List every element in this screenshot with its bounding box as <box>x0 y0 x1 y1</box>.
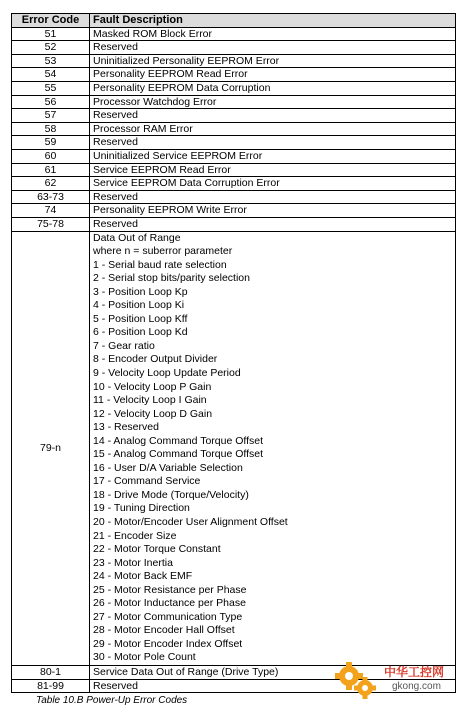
error-code-cell: 60 <box>12 149 90 163</box>
subcode-line: 28 - Motor Encoder Hall Offset <box>93 624 235 637</box>
table-row <box>12 149 456 163</box>
subcode-line: 13 - Reserved <box>93 421 159 434</box>
table-row <box>12 190 456 204</box>
subcode-line: 7 - Gear ratio <box>93 339 155 352</box>
subcode-section <box>12 231 456 666</box>
fault-description-cell: Personality EEPROM Read Error <box>90 68 456 82</box>
table-row <box>12 41 456 55</box>
table-caption: Table 10.B Power-Up Error Codes <box>36 695 188 706</box>
fault-description-cell: Masked ROM Block Error <box>90 27 456 41</box>
fault-description-cell: Reserved <box>90 136 456 150</box>
subcode-line: 23 - Motor Inertia <box>93 556 173 569</box>
watermark-url-text: gkong.com <box>392 681 441 692</box>
table-row <box>12 177 456 191</box>
error-code-cell: 80-1 <box>12 666 90 680</box>
subcode-line: 19 - Tuning Direction <box>93 502 190 515</box>
fault-description-cell: Personality EEPROM Write Error <box>90 204 456 218</box>
error-code-cell: 51 <box>12 27 90 41</box>
error-code-cell: 75-78 <box>12 217 90 231</box>
table-row <box>12 54 456 68</box>
subcode-line: 21 - Encoder Size <box>93 529 177 542</box>
subcode-line: 8 - Encoder Output Divider <box>93 353 218 366</box>
fault-description-cell: Service EEPROM Read Error <box>90 163 456 177</box>
subcode-line: 6 - Position Loop Kd <box>93 326 188 339</box>
fault-description-cell: Reserved <box>90 190 456 204</box>
error-code-table <box>11 13 456 693</box>
table-row <box>12 109 456 123</box>
error-code-cell: 58 <box>12 122 90 136</box>
error-code-cell: 57 <box>12 109 90 123</box>
subcode-intro-line: where n = suberror parameter <box>93 245 233 258</box>
subcode-line: 30 - Motor Pole Count <box>93 651 196 664</box>
subcode-line: 12 - Velocity Loop D Gain <box>93 407 213 420</box>
subcode-line: 3 - Position Loop Kp <box>93 285 188 298</box>
subcode-line: 2 - Serial stop bits/parity selection <box>93 272 250 285</box>
table-row <box>12 122 456 136</box>
fault-description-cell: Reserved <box>90 217 456 231</box>
table-row <box>12 95 456 109</box>
subcode-line: 24 - Motor Back EMF <box>93 570 193 583</box>
table-row <box>12 136 456 150</box>
fault-description-cell: Processor RAM Error <box>90 122 456 136</box>
subcode-line: 25 - Motor Resistance per Phase <box>93 583 247 596</box>
fault-description-cell: Personality EEPROM Data Corruption <box>90 81 456 95</box>
fault-description-cell: Reserved <box>90 41 456 55</box>
subcode-line: 4 - Position Loop Ki <box>93 299 185 312</box>
error-code-cell: 79-n <box>12 231 90 666</box>
subcode-intro-line: Data Out of Range <box>93 231 181 244</box>
table-header-row <box>12 14 456 28</box>
table-row <box>12 231 456 666</box>
table-row <box>12 81 456 95</box>
subcode-line: 22 - Motor Torque Constant <box>93 543 221 556</box>
watermark-logo <box>334 660 462 702</box>
subcode-line: 20 - Motor/Encoder User Alignment Offset <box>93 515 288 528</box>
error-code-cell: 74 <box>12 204 90 218</box>
error-code-cell: 63-73 <box>12 190 90 204</box>
table-row <box>12 204 456 218</box>
table-body <box>12 27 456 231</box>
fault-description-cell: Uninitialized Personality EEPROM Error <box>90 54 456 68</box>
error-code-header: Error Code <box>12 14 90 28</box>
subcode-line: 5 - Position Loop Kff <box>93 312 188 325</box>
table-row <box>12 217 456 231</box>
fault-description-cell: Reserved <box>90 109 456 123</box>
fault-description-cell: Service EEPROM Data Corruption Error <box>90 177 456 191</box>
error-code-cell: 81-99 <box>12 679 90 693</box>
error-code-cell: 56 <box>12 95 90 109</box>
subcode-line: 26 - Motor Inductance per Phase <box>93 597 246 610</box>
subcode-line: 17 - Command Service <box>93 475 201 488</box>
subcode-line: 11 - Velocity Loop I Gain <box>93 394 207 407</box>
subcode-line: 18 - Drive Mode (Torque/Velocity) <box>93 488 249 501</box>
table-row <box>12 27 456 41</box>
error-code-cell: 62 <box>12 177 90 191</box>
subcode-line: 16 - User D/A Variable Selection <box>93 461 243 474</box>
error-code-cell: 53 <box>12 54 90 68</box>
subcode-line: 1 - Serial baud rate selection <box>93 258 227 271</box>
subcode-line: 14 - Analog Command Torque Offset <box>93 434 264 447</box>
error-code-cell: 54 <box>12 68 90 82</box>
fault-description-cell: Uninitialized Service EEPROM Error <box>90 149 456 163</box>
fault-description-cell: Service Data Out of Range (Drive Type) <box>90 666 456 680</box>
error-code-cell: 61 <box>12 163 90 177</box>
table-row <box>12 163 456 177</box>
subcode-line: 10 - Velocity Loop P Gain <box>93 380 212 393</box>
fault-description-cell: Processor Watchdog Error <box>90 95 456 109</box>
table-row <box>12 68 456 82</box>
subcode-line: 27 - Motor Communication Type <box>93 610 243 623</box>
subcode-line: 9 - Velocity Loop Update Period <box>93 366 241 379</box>
watermark-chinese-text: 中华工控网 <box>384 665 445 679</box>
fault-description-header: Fault Description <box>90 14 456 28</box>
fault-description-cell: Reserved <box>90 679 456 693</box>
gear-icon <box>334 660 378 702</box>
error-code-cell: 59 <box>12 136 90 150</box>
subcode-line: 15 - Analog Command Torque Offset <box>93 448 264 461</box>
subcode-line: 29 - Motor Encoder Index Offset <box>93 637 243 650</box>
error-code-cell: 52 <box>12 41 90 55</box>
error-code-cell: 55 <box>12 81 90 95</box>
fault-description-cell <box>90 231 456 666</box>
